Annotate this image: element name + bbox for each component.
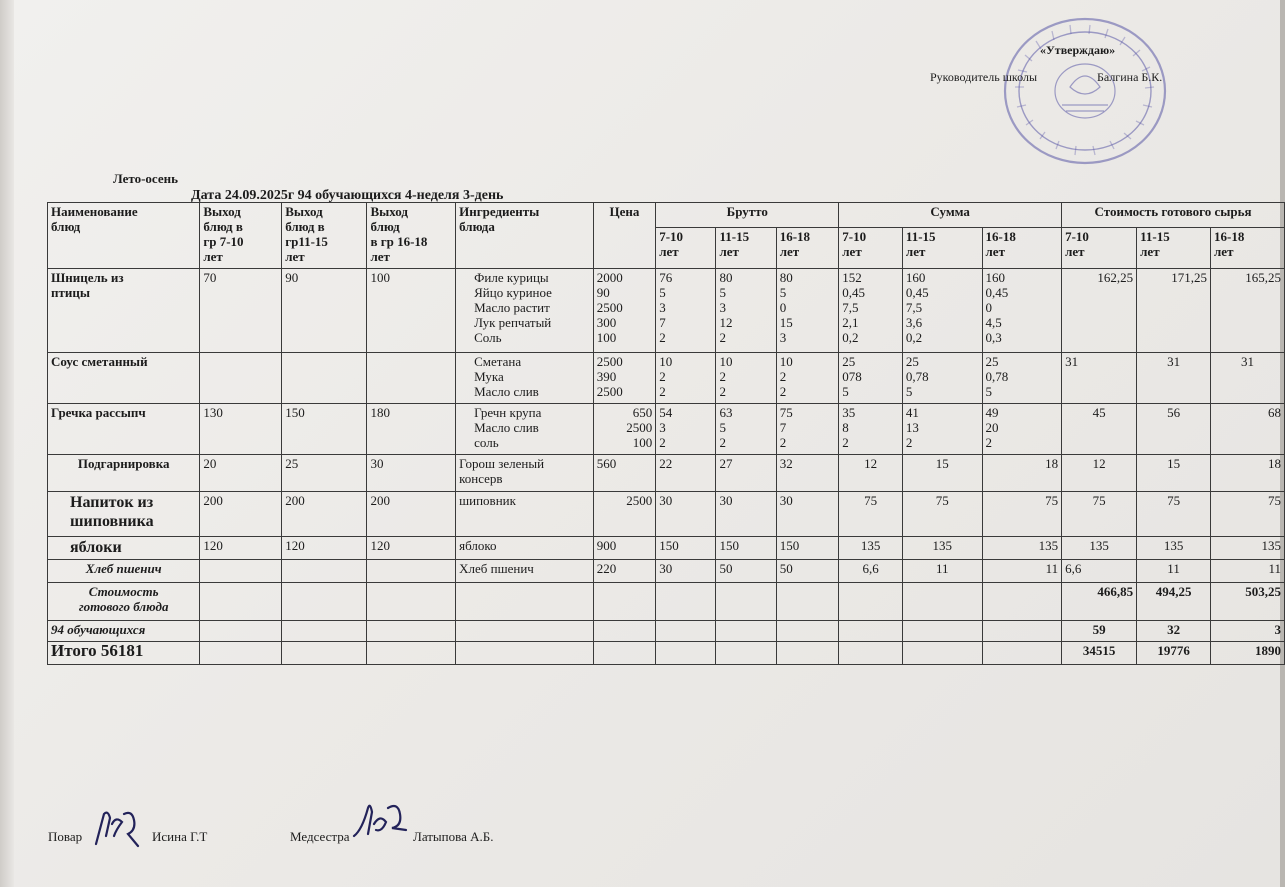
price-cell: 220	[593, 560, 656, 583]
header-brutto: Брутто	[656, 203, 839, 228]
nurse-label: Медсестра	[290, 829, 350, 844]
sum-cell: 135	[839, 537, 903, 560]
sum-cell: 25 0,78 5	[902, 353, 982, 404]
cost-cell: 75	[1137, 492, 1211, 537]
ingredients-cell: Филе курицы Яйцо куриное Масло растит Лук репчатый Соль	[456, 269, 594, 353]
yield-cell: 30	[367, 455, 456, 492]
header-yield-11-15: Выход блюд в гр11-15 лет	[282, 203, 367, 269]
dish-name: Гречка рассыпч	[48, 404, 200, 455]
sum-cell: 135	[982, 537, 1062, 560]
approval-title: «Утверждаю»	[1040, 43, 1116, 57]
header-ingredients: Ингредиенты блюда	[456, 203, 594, 269]
cost-cell: 18	[1211, 455, 1285, 492]
sum-cell: 11	[902, 560, 982, 583]
sum-cell: 35 8 2	[839, 404, 903, 455]
brutto-cell: 30	[716, 492, 776, 537]
header-yield-7-10: Выход блюд в гр 7-10 лет	[200, 203, 282, 269]
header-price: Цена	[593, 203, 656, 269]
sum-cell: 6,6	[839, 560, 903, 583]
grand-total-cell: 34515	[1062, 642, 1137, 665]
price-cell: 560	[593, 455, 656, 492]
cost-cell: 31	[1211, 353, 1285, 404]
cost-cell: 135	[1211, 537, 1285, 560]
sum-cell: 25 078 5	[839, 353, 903, 404]
ingredients-cell: Горош зеленый консерв	[456, 455, 594, 492]
cost-cell: 75	[1211, 492, 1285, 537]
brutto-cell: 27	[716, 455, 776, 492]
table-row	[48, 537, 1285, 560]
table-row	[48, 560, 1285, 583]
cost-cell: 135	[1062, 537, 1137, 560]
cost-cell: 68	[1211, 404, 1285, 455]
price-cell: 2000 90 2500 300 100	[593, 269, 656, 353]
brutto-cell: 80 5 3 12 2	[716, 269, 776, 353]
cost-total-cell: 466,85	[1062, 583, 1137, 621]
brutto-cell: 150	[656, 537, 716, 560]
cost-total-label: Стоимость готового блюда	[48, 583, 200, 621]
dish-name: Шницель из птицы	[48, 269, 200, 353]
yield-cell: 120	[282, 537, 367, 560]
subheader-age: 16-18 лет	[982, 228, 1062, 269]
cost-cell: 31	[1062, 353, 1137, 404]
ingredients-cell: яблоко	[456, 537, 594, 560]
sum-cell: 75	[982, 492, 1062, 537]
cost-total-cell: 503,25	[1211, 583, 1285, 621]
header-cost: Стоимость готового сырья	[1062, 203, 1285, 228]
sum-cell: 15	[902, 455, 982, 492]
students-row	[48, 621, 1285, 642]
yield-cell: 100	[367, 269, 456, 353]
cost-cell: 31	[1137, 353, 1211, 404]
yield-cell	[282, 353, 367, 404]
sum-cell: 135	[902, 537, 982, 560]
cost-cell: 15	[1137, 455, 1211, 492]
sum-cell: 25 0,78 5	[982, 353, 1062, 404]
cook-label: Повар	[48, 829, 83, 844]
yield-cell: 25	[282, 455, 367, 492]
cost-cell: 56	[1137, 404, 1211, 455]
season-label: Лето-осень	[113, 171, 178, 186]
date-line: Дата 24.09.2025г 94 обучающихся 4-неделя 3-день	[191, 188, 504, 203]
brutto-cell: 10 2 2	[656, 353, 716, 404]
sum-cell: 75	[902, 492, 982, 537]
sum-cell: 75	[839, 492, 903, 537]
table-row	[48, 455, 1285, 492]
nurse-name: Латыпова А.Б.	[413, 829, 494, 844]
brutto-cell: 30	[656, 492, 716, 537]
subheader-age: 11-15 лет	[1137, 228, 1211, 269]
subheader-age: 7-10 лет	[1062, 228, 1137, 269]
yield-cell	[367, 560, 456, 583]
dish-name: Напиток из шиповника	[48, 492, 200, 537]
sum-cell: 18	[982, 455, 1062, 492]
yield-cell: 90	[282, 269, 367, 353]
brutto-cell: 50	[776, 560, 839, 583]
header-sum: Сумма	[839, 203, 1062, 228]
ingredients-cell: Сметана Мука Масло слив	[456, 353, 594, 404]
cost-total-cell: 494,25	[1137, 583, 1211, 621]
table-row	[48, 269, 1285, 353]
students-cell: 32	[1137, 621, 1211, 642]
yield-cell	[282, 560, 367, 583]
cook-name: Исина Г.Т	[152, 829, 208, 844]
brutto-cell: 150	[776, 537, 839, 560]
yield-cell: 150	[282, 404, 367, 455]
cost-cell: 12	[1062, 455, 1137, 492]
ingredients-cell: шиповник	[456, 492, 594, 537]
table-row	[48, 492, 1285, 537]
yield-cell: 180	[367, 404, 456, 455]
subheader-age: 16-18 лет	[776, 228, 839, 269]
table-row	[48, 353, 1285, 404]
subheader-age: 16-18 лет	[1211, 228, 1285, 269]
price-cell: 900	[593, 537, 656, 560]
table-header-row	[48, 203, 1285, 228]
approval-position: Руководитель школы	[930, 70, 1038, 84]
brutto-cell: 30	[776, 492, 839, 537]
students-cell: 59	[1062, 621, 1137, 642]
subheader-age: 11-15 лет	[716, 228, 776, 269]
sum-cell: 12	[839, 455, 903, 492]
brutto-cell: 22	[656, 455, 716, 492]
brutto-cell: 32	[776, 455, 839, 492]
cost-cell: 171,25	[1137, 269, 1211, 353]
grand-total-cell: 19776	[1137, 642, 1211, 665]
header-yield-16-18: Выход блюд в гр 16-18 лет	[367, 203, 456, 269]
yield-cell: 200	[282, 492, 367, 537]
cost-total-row	[48, 583, 1285, 621]
cost-cell: 11	[1137, 560, 1211, 583]
sum-cell: 152 0,45 7,5 2,1 0,2	[839, 269, 903, 353]
cost-cell: 165,25	[1211, 269, 1285, 353]
cost-cell: 135	[1137, 537, 1211, 560]
cost-cell: 6,6	[1062, 560, 1137, 583]
brutto-cell: 75 7 2	[776, 404, 839, 455]
approval-name: Балгина Б.К.	[1097, 70, 1163, 84]
subheader-age: 7-10 лет	[656, 228, 716, 269]
ingredients-cell: Гречн крупа Масло слив соль	[456, 404, 594, 455]
yield-cell: 120	[367, 537, 456, 560]
brutto-cell: 80 5 0 15 3	[776, 269, 839, 353]
brutto-cell: 150	[716, 537, 776, 560]
dish-name: Соус сметанный	[48, 353, 200, 404]
sum-cell: 41 13 2	[902, 404, 982, 455]
cook-signature	[92, 806, 144, 850]
page-edge	[0, 0, 14, 887]
yield-cell	[367, 353, 456, 404]
school-stamp	[1000, 15, 1170, 167]
price-cell: 2500	[593, 492, 656, 537]
cost-cell: 45	[1062, 404, 1137, 455]
dish-name: яблоки	[48, 537, 200, 560]
students-label: 94 обучающихся	[48, 621, 200, 642]
sum-cell: 160 0,45 0 4,5 0,3	[982, 269, 1062, 353]
brutto-cell: 76 5 3 7 2	[656, 269, 716, 353]
dish-name: Подгарнировка	[48, 455, 200, 492]
price-cell: 2500 390 2500	[593, 353, 656, 404]
grand-total-row	[48, 642, 1285, 665]
subheader-age: 11-15 лет	[902, 228, 982, 269]
brutto-cell: 63 5 2	[716, 404, 776, 455]
yield-cell: 20	[200, 455, 282, 492]
yield-cell: 120	[200, 537, 282, 560]
students-cell: 3	[1211, 621, 1285, 642]
dish-name: Хлеб пшенич	[48, 560, 200, 583]
nurse-signature	[352, 800, 412, 844]
yield-cell: 200	[200, 492, 282, 537]
yield-cell: 70	[200, 269, 282, 353]
yield-cell: 130	[200, 404, 282, 455]
yield-cell	[200, 353, 282, 404]
cost-cell: 162,25	[1062, 269, 1137, 353]
cost-cell: 11	[1211, 560, 1285, 583]
subheader-age: 7-10 лет	[839, 228, 903, 269]
grand-total-label: Итого 56181	[48, 642, 200, 665]
price-cell: 650 2500 100	[593, 404, 656, 455]
brutto-cell: 50	[716, 560, 776, 583]
sum-cell: 11	[982, 560, 1062, 583]
brutto-cell: 10 2 2	[716, 353, 776, 404]
grand-total-cell: 1890	[1211, 642, 1285, 665]
table-row	[48, 404, 1285, 455]
yield-cell	[200, 560, 282, 583]
cost-cell: 75	[1062, 492, 1137, 537]
brutto-cell: 10 2 2	[776, 353, 839, 404]
ingredients-cell: Хлеб пшенич	[456, 560, 594, 583]
menu-table	[47, 202, 1285, 665]
header-dish: Наименование блюд	[48, 203, 200, 269]
sum-cell: 160 0,45 7,5 3,6 0,2	[902, 269, 982, 353]
yield-cell: 200	[367, 492, 456, 537]
brutto-cell: 30	[656, 560, 716, 583]
brutto-cell: 54 3 2	[656, 404, 716, 455]
sum-cell: 49 20 2	[982, 404, 1062, 455]
